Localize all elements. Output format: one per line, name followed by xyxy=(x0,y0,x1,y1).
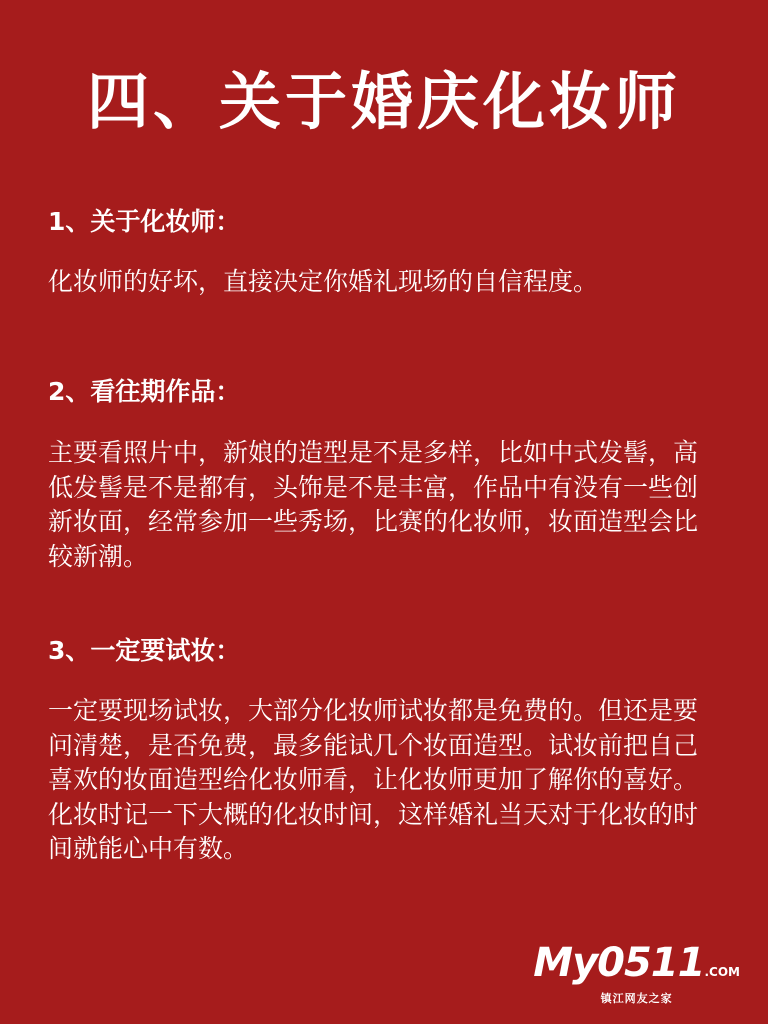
section-3-heading: 3、一定要试妆： xyxy=(48,636,241,665)
watermark-logo xyxy=(533,940,740,1006)
watermark-domain: .COM xyxy=(704,965,740,979)
watermark-subtitle: 镇江网友之家 xyxy=(600,992,673,1005)
watermark-logo-text: My0511 xyxy=(533,940,705,986)
section-1-heading: 1、关于化妆师： xyxy=(48,207,241,236)
page-title: 四、关于婚庆化妆师 xyxy=(86,65,681,138)
section-2-body: 主要看照片中，新娘的造型是不是多样，比如中式发髻，高低发髻是不是都有，头饰是不是丰富，作品中有没有一些创新妆面，经常参加一些秀场，比赛的化妆师，妆面造型会比较新潮。 xyxy=(48,438,699,571)
section-2-heading: 2、看往期作品： xyxy=(48,377,241,406)
section-3-body: 一定要现场试妆，大部分化妆师试妆都是免费的。但还是要问清楚，是否免费，最多能试几个妆面造型。试妆前把自己喜欢的妆面造型给化妆师看，让化妆师更加了解你的喜好。化妆时记一下大概的化妆时间，这样婚礼当天对于化妆的时间就能心中有数。 xyxy=(48,696,699,863)
section-1-body: 化妆师的好坏，直接决定你婚礼现场的自信程度。 xyxy=(48,267,599,296)
